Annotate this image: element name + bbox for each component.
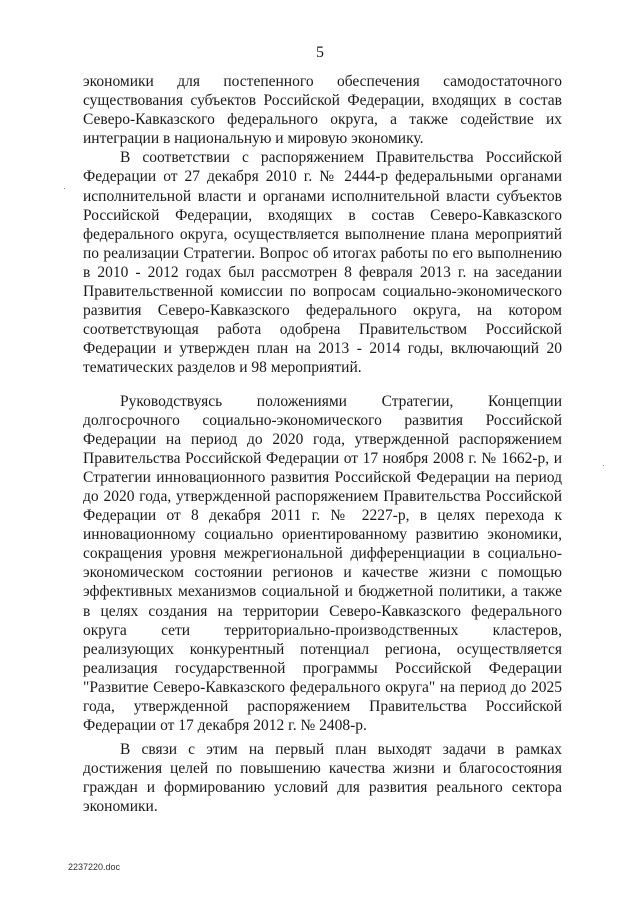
paragraph-continuation: экономики для постепенного обеспечения самодостаточного существования субъектов Российской Федерации, входящих в состав Северо-Кавказского федерального округа, а также содействие их интеграции в национальную и мировую экономику.: [83, 73, 562, 148]
scan-speck: [603, 465, 604, 466]
document-body: [83, 72, 562, 817]
paragraph-priorities: В связи с этим на первый план выходят задачи в рамках достижения целей по повышению качества жизни и благосостояния граждан и формированию условий для развития реального сектора экономики.: [83, 741, 562, 816]
paragraph-implementation-plan: В соответствии с распоряжением Правительства Российской Федерации от 27 декабря 2010 г. № 2444-р федеральными органами исполнительной власти и органами исполнительной власти субъектов Российской Федерации, входящих в состав Северо-Кавказского федерального округа, осуществляется выполнение плана мероприятий по реализации Стратегии. Вопрос об итогах работы по его выполнению в 2010 - 2012 годах был рассмотрен 8 февраля 2013 г. на заседании Правительственной комиссии по вопросам социально-экономического развития Северо-Кавказского федерального округа, на котором соответствующая работа одобрена Правительством Российской Федерации и утвержден план на 2013 - 2014 годы, включающий 20 тематических разделов и 98 мероприятий.: [83, 149, 562, 377]
scan-speck: [64, 188, 65, 189]
paragraph-state-program: Руководствуясь положениями Стратегии, Концепции долгосрочного социально-экономического развития Российской Федерации на период до 2020 года, утвержденной распоряжением Правительства Российской Федерации от 17 ноября 2008 г. № 1662-р, и Стратегии инновационного развития Российской Федерации на период до 2020 года, утвержденной распоряжением Правительства Российской Федерации от 8 декабря 2011 г. № 2227-р, в целях перехода к инновационному социально ориентированному развитию экономики, сокращения уровня межрегиональной дифференциации в социально-экономическом состоянии регионов и качестве жизни с помощью эффективных механизмов социальной и бюджетной политики, а также в целях создания на территории Северо-Кавказского федерального округа сети территориально-производственных кластеров, реализующих конкурентный потенциал региона, осуществляется реализация государственной программы Российской Федерации "Развитие Северо-Кавказского федерального округа" на период до 2025 года, утвержденной распоряжением Правительства Российской Федерации от 17 декабря 2012 г. № 2408-р.: [83, 392, 562, 735]
document-file-reference: 2237220.doc: [68, 862, 121, 872]
page-number: 5: [316, 44, 324, 61]
